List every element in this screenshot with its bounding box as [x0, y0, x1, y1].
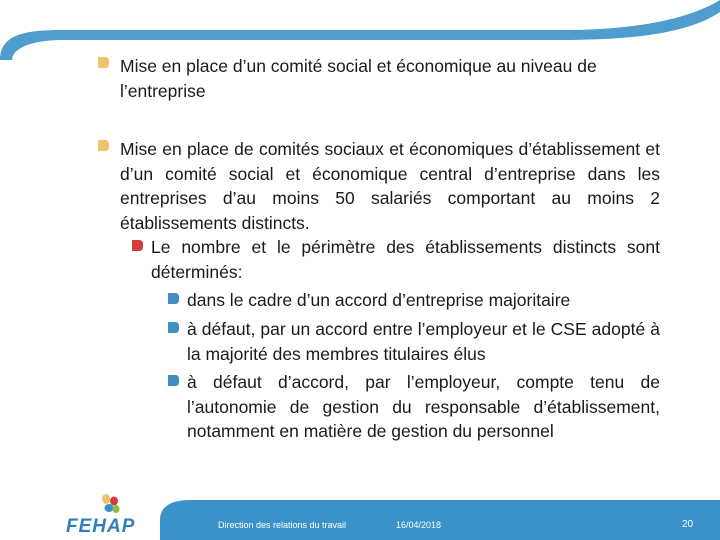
- footer-date: 16/04/2018: [396, 520, 442, 530]
- sub-sub-bullet-text: à défaut d’accord, par l’employeur, compte tenu de l’autonomie de gestion du responsable d’établissement, notamment en matière de gestion du personnel: [187, 372, 660, 441]
- bullet-icon: [98, 57, 109, 68]
- footer-department: Direction des relations du travail: [218, 520, 347, 530]
- bullet-text: Mise en place de comités sociaux et économiques d’établissement et d’un comité social et économique central d’entreprise dans les entreprises d’au moins 50 salariés comportant au moins 2 établissements distincts.: [120, 139, 660, 233]
- sub-sub-bullet-text: à défaut, par un accord entre l’employeur et le CSE adopté à la majorité des membres titulaires élus: [187, 319, 660, 364]
- sub-sub-bullet-icon: [168, 293, 179, 304]
- bullet-text: Mise en place d’un comité social et économique au niveau de l’entreprise: [120, 56, 597, 101]
- page-number: 20: [682, 519, 694, 530]
- sub-sub-bullet-icon: [168, 322, 179, 333]
- logo-text: FEHAP: [66, 516, 136, 537]
- sub-sub-bullet-icon: [168, 375, 179, 386]
- sub-bullet-text: Le nombre et le périmètre des établissements distincts sont déterminés:: [151, 237, 660, 282]
- bullet-icon: [98, 140, 109, 151]
- sub-sub-bullet-text: dans le cadre d’un accord d’entreprise majoritaire: [187, 290, 571, 310]
- sub-bullet-icon: [132, 240, 143, 251]
